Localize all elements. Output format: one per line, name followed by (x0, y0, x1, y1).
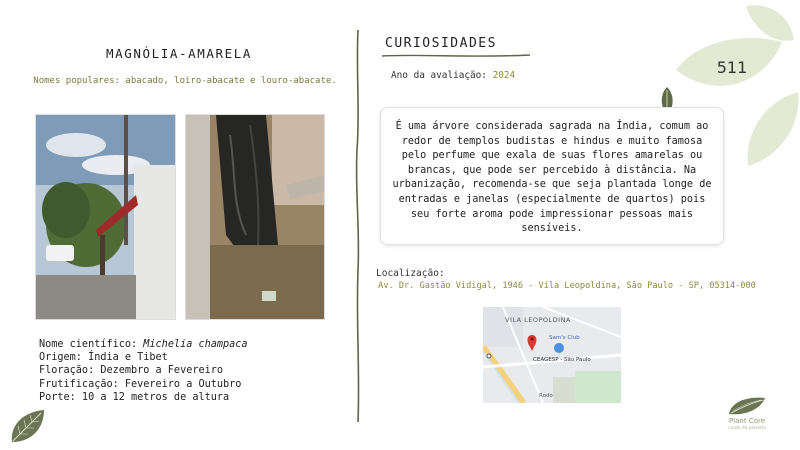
scientific-name-row (39, 338, 248, 351)
leaf-shape-bottom (748, 92, 799, 166)
evaluation-label: Ano da avaliação: (391, 70, 493, 81)
fruiting-row: Frutificação: Fevereiro a Outubro (39, 378, 242, 390)
plant-facts (39, 338, 248, 404)
popular-names: Nomes populares: abacado, loiro-abacate e louro-abacate. (33, 76, 337, 86)
evaluation-year (391, 70, 515, 81)
curiosities-text: É uma árvore considerada sagrada na Índia, comum ao redor de templos budistas e hindus e muito famosa pelo perfume que exala de suas flores amarelas ou brancas, que pode ser percebido à distância. Na urbanização, recomenda-se que seja plantada longe de entradas e janelas (especialmente de quartos) pois seu forte aroma pode impressionar pessoas mais sensíveis. (392, 121, 712, 235)
leaf-shape-top (746, 5, 794, 41)
corner-leaf-icon (8, 406, 48, 446)
map-area-label: VILA LEOPOLDINA (505, 316, 571, 324)
plant-core-logo-icon (727, 394, 767, 416)
logo-name: Plant Core (728, 417, 766, 425)
scientific-name: Michelia champaca (143, 339, 248, 350)
plant-title: MAGNÓLIA-AMARELA (105, 46, 252, 61)
evaluation-year-value: 2024 (492, 70, 516, 81)
plant-number-badge: 511 (716, 58, 748, 77)
column-divider (352, 30, 364, 422)
flowering-row: Floração: Dezembro a Fevereiro (39, 365, 224, 377)
scientific-label: Nome científico: (39, 339, 144, 350)
curiosities-underline (382, 53, 530, 59)
map-store-label: Sam's Club (549, 335, 580, 341)
tree-street-photo (35, 114, 176, 320)
tree-trunk-photo (185, 114, 325, 320)
curiosities-title: CURIOSIDADES (385, 36, 497, 51)
location-address: Av. Dr. Gastão Vidigal, 1946 - Vila Leopoldina, São Paulo - SP, 05314-000 (378, 281, 756, 291)
map-place-label: CEAGESP - São Paulo (533, 357, 591, 363)
map-road-label: Rodo (539, 393, 553, 399)
curiosities-card (380, 107, 724, 245)
location-label: Localização: (376, 268, 445, 279)
size-row: Porte: 10 a 12 metros de altura (39, 391, 230, 403)
location-map[interactable] (483, 307, 621, 403)
origin-row: Origem: Índia e Tibet (39, 352, 168, 364)
logo-tagline: cuide do planeta (728, 426, 766, 431)
